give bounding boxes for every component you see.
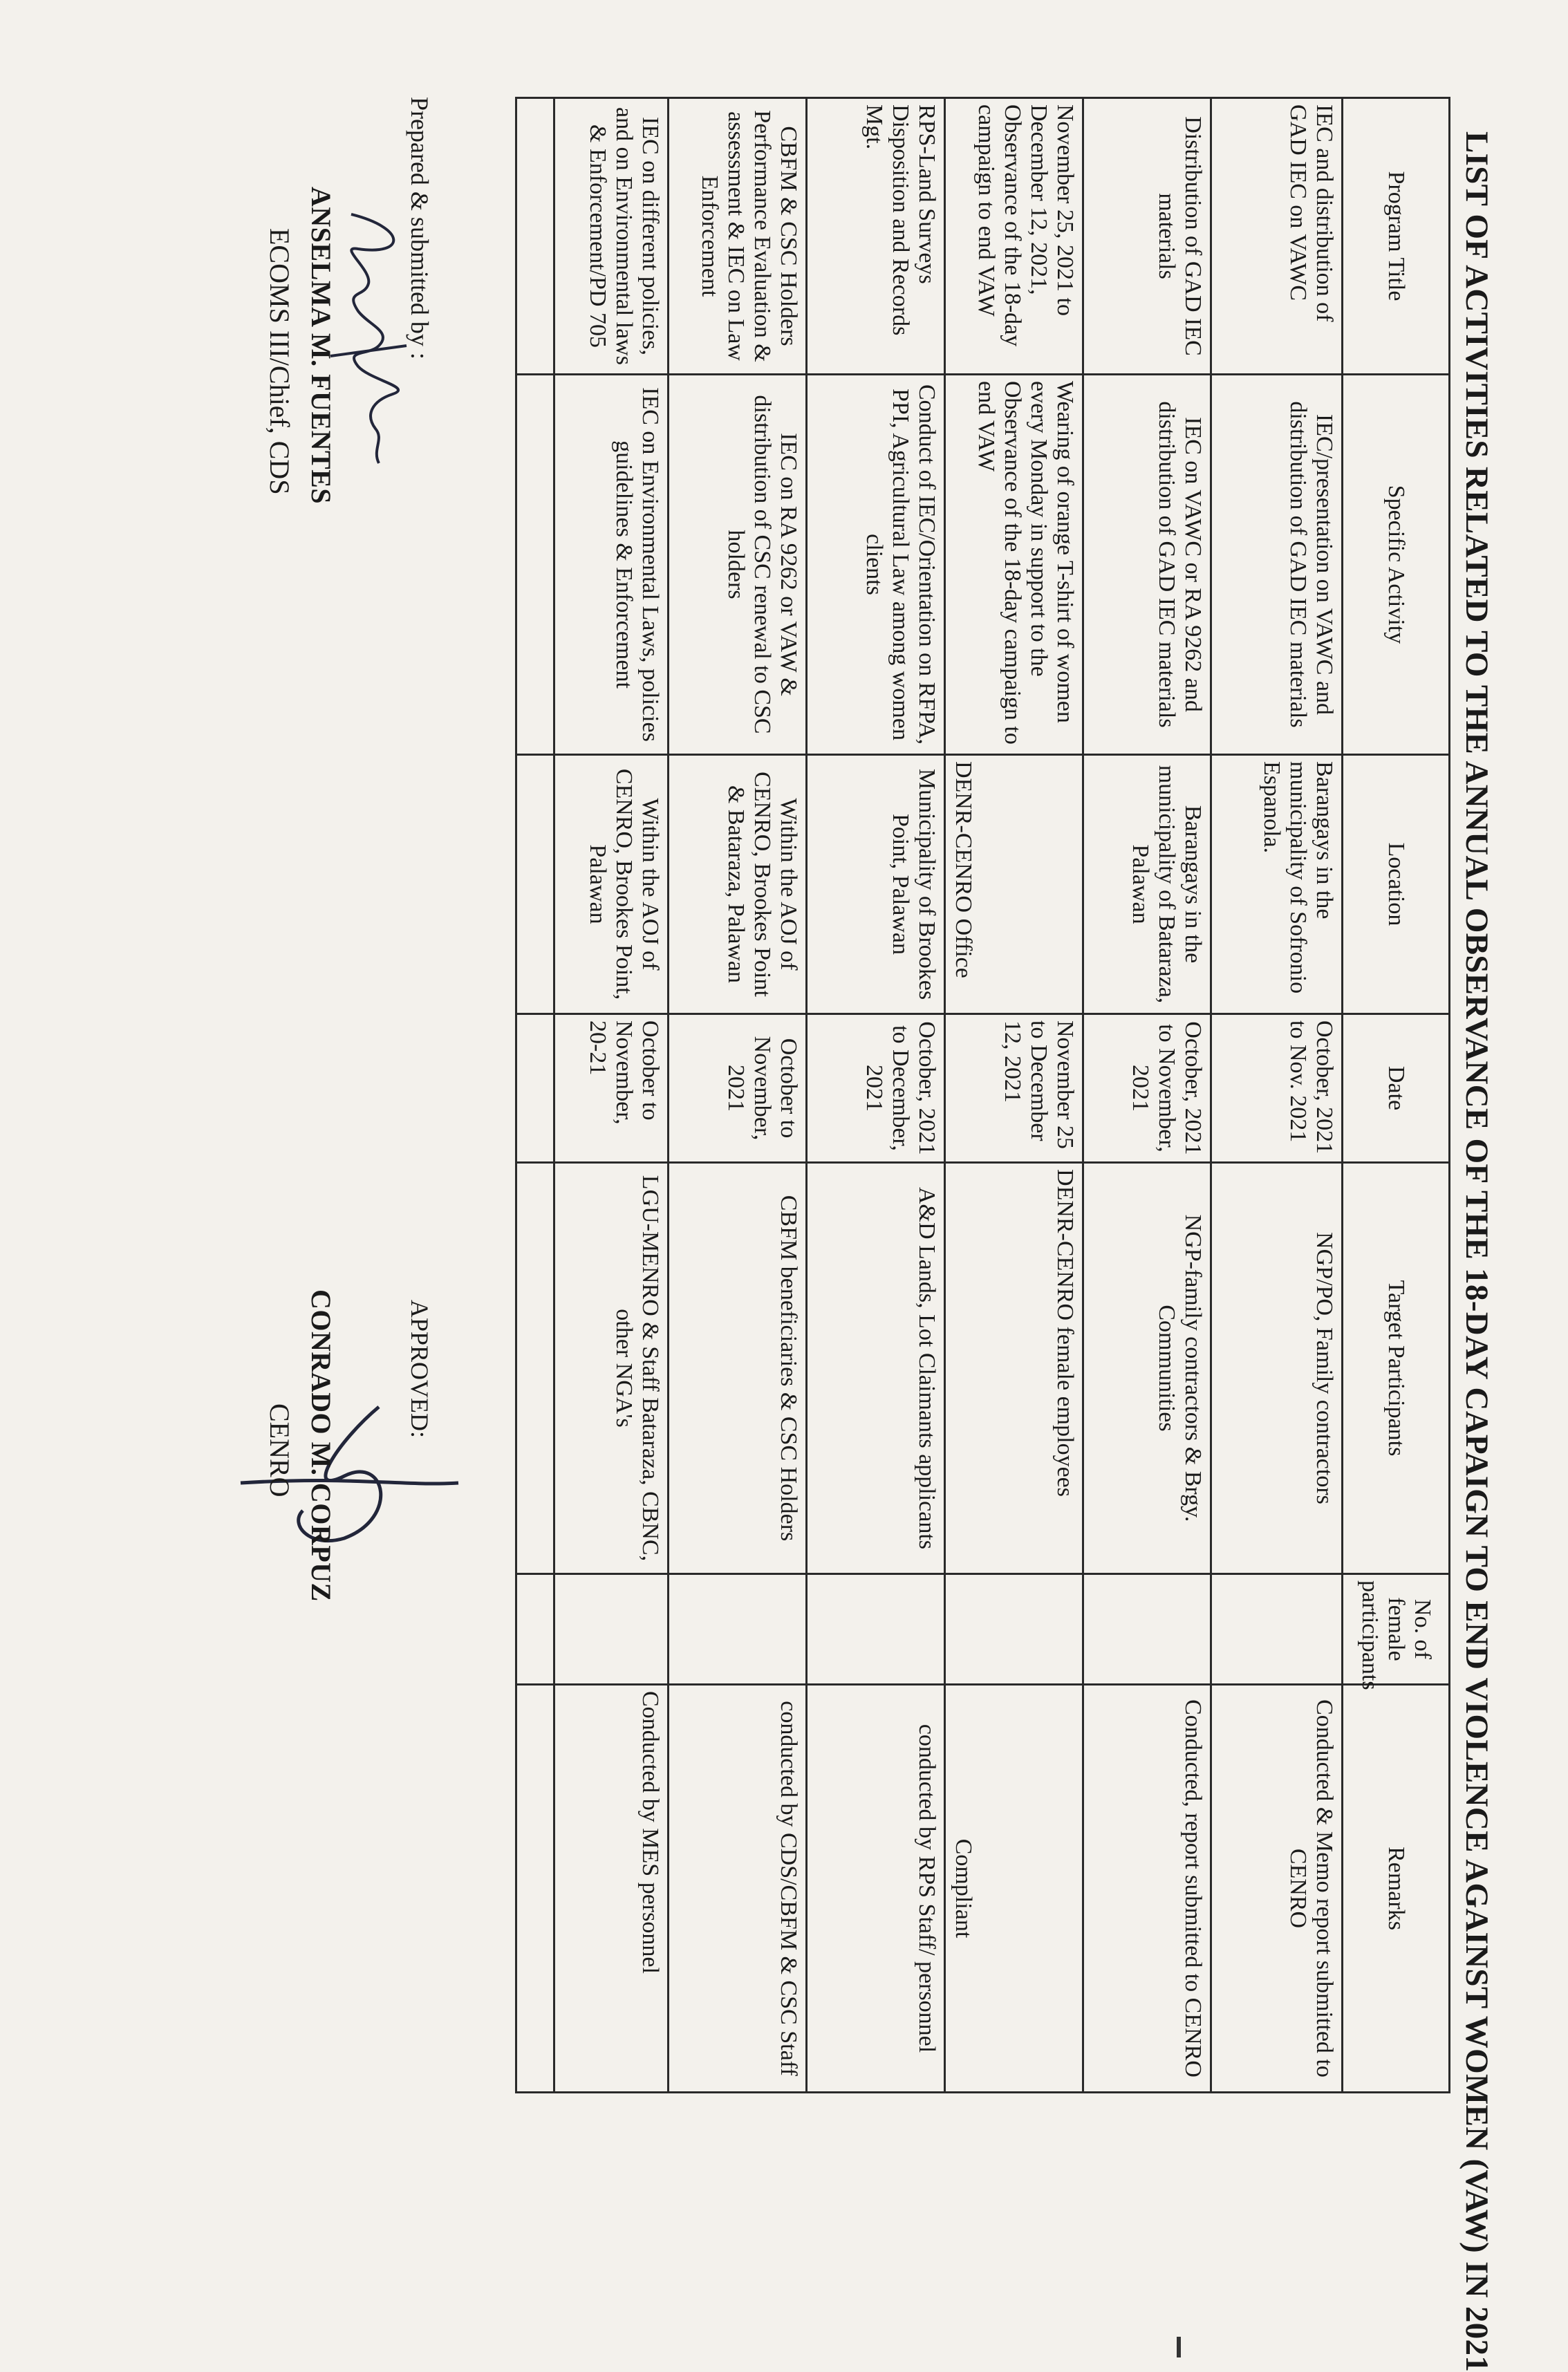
- cell-program: Distribution of GAD IEC materials: [1083, 98, 1211, 375]
- cell-location: Within the AOJ of CENRO, Brookes Point, Palawan: [554, 755, 669, 1014]
- header-target-participants: Target Participants: [1343, 1163, 1450, 1574]
- table-row: [807, 98, 945, 2093]
- approved-label: APPROVED:: [406, 1300, 433, 1439]
- approver-name: CONRADO M. CORPUZ: [306, 1289, 337, 1602]
- cell-program: IEC and distribution of GAD IEC on VAWC: [1211, 98, 1343, 375]
- prepared-by-label: Prepared & submitted by :: [406, 97, 433, 359]
- cell-remarks: Conducted by MES personnel: [554, 1685, 669, 2093]
- cell-date: October to November, 2021: [669, 1014, 807, 1163]
- cell-female: [807, 1574, 945, 1685]
- header-specific-activity: Specific Activity: [1343, 375, 1450, 755]
- cell-date: October, 2021 to December, 2021: [807, 1014, 945, 1163]
- approver-position: CENRO: [264, 1403, 295, 1497]
- preparer-position: ECOMS III/Chief, CDS: [264, 228, 295, 495]
- header-program-title: Program Title: [1343, 98, 1450, 375]
- cell-target: A&D Lands, Lot Claimants applicants: [807, 1163, 945, 1574]
- table-row: [1211, 98, 1343, 2093]
- table-header-row: [1343, 98, 1450, 2093]
- document-title: LIST OF ACTIVITIES RELATED TO THE ANNUAL OBSERVANCE OF THE 18-DAY CAPAIGN TO END VIOLENCE AGAINST WOMEN (VAW) IN 2021: [1459, 131, 1495, 2372]
- cell-target: CBFM beneficiaries & CSC Holders: [669, 1163, 807, 1574]
- cell-date: October to November, 20-21: [554, 1014, 669, 1163]
- cell-activity: IEC on Environmental Laws, policies guidelines & Enforcement: [554, 375, 669, 755]
- header-location: Location: [1343, 755, 1450, 1014]
- header-remarks: Remarks: [1343, 1685, 1450, 2093]
- cell-location: Barangays in the municipality of Sofronio Espanola.: [1211, 755, 1343, 1014]
- cell-program: IEC on different policies, and on Environmental laws & Enforcement/PD 705: [554, 98, 669, 375]
- cell-remarks: Conducted & Memo report submitted to CENRO: [1211, 1685, 1343, 2093]
- cell-remarks: conducted by RPS Staff/ personnel: [807, 1685, 945, 2093]
- preparer-name: ANSELMA M. FUENTES: [306, 187, 337, 505]
- cell-date: October, 2021 to Nov. 2021: [1211, 1014, 1343, 1163]
- header-date: Date: [1343, 1014, 1450, 1163]
- cell-female: [945, 1574, 1083, 1685]
- table-row: [554, 98, 669, 2093]
- cell-female: [1211, 1574, 1343, 1685]
- table-row: [669, 98, 807, 2093]
- cell-activity: IEC on VAWC or RA 9262 and distribution of GAD IEC materials: [1083, 375, 1211, 755]
- cell-remarks: conducted by CDS/CBFM & CSC Staff: [669, 1685, 807, 2093]
- cell-female: [669, 1574, 807, 1685]
- header-female-participants: No. of female participants: [1343, 1574, 1450, 1685]
- table-row: [945, 98, 1083, 2093]
- cell-date: October, 2021 to November, 2021: [1083, 1014, 1211, 1163]
- cell-location: Barangays in the municipality of Bataraza, Palawan: [1083, 755, 1211, 1014]
- cell-female: [1083, 1574, 1211, 1685]
- cell-program: November 25, 2021 to December 12, 2021, Observance of the 18-day campaign to end VAW: [945, 98, 1083, 375]
- table-row-empty: [516, 98, 554, 2093]
- cell-activity: Wearing of orange T-shirt of women every Monday in support to the Observance of the 18-day campaign to end VAW: [945, 375, 1083, 755]
- cell-date: November 25 to December 12, 2021: [945, 1014, 1083, 1163]
- cell-female: [554, 1574, 669, 1685]
- cell-program: CBFM & CSC Holders Performance Evaluation & assessment & IEC on Law Enforcement: [669, 98, 807, 375]
- scan-mark: [1177, 2337, 1181, 2357]
- table-row: [1083, 98, 1211, 2093]
- cell-activity: IEC on RA 9262 or VAW & distribution of CSC renewal to CSC holders: [669, 375, 807, 755]
- cell-location: Municipality of Brookes Point, Palawan: [807, 755, 945, 1014]
- cell-remarks: Conducted, report submitted to CENRO: [1083, 1685, 1211, 2093]
- cell-target: LGU-MENRO & Staff Bataraza, CBNC, other NGA's: [554, 1163, 669, 1574]
- activities-table: [515, 97, 1450, 2093]
- cell-target: NGP-family contractors & Brgy. Communities: [1083, 1163, 1211, 1574]
- cell-location: DENR-CENRO Office: [945, 755, 1083, 1014]
- cell-remarks: Compliant: [945, 1685, 1083, 2093]
- cell-location: Within the AOJ of CENRO, Brookes Point & Bataraza, Palawan: [669, 755, 807, 1014]
- cell-activity: IEC/presentation on VAWC and distribution of GAD IEC materials: [1211, 375, 1343, 755]
- cell-target: DENR-CENRO female employees: [945, 1163, 1083, 1574]
- cell-activity: Conduct of IEC/Orientation on RFPA, PPI, Agricultural Law among women clients: [807, 375, 945, 755]
- cell-target: NGP/PO, Family contractors: [1211, 1163, 1343, 1574]
- cell-program: RPS-Land Surveys Disposition and Records Mgt.: [807, 98, 945, 375]
